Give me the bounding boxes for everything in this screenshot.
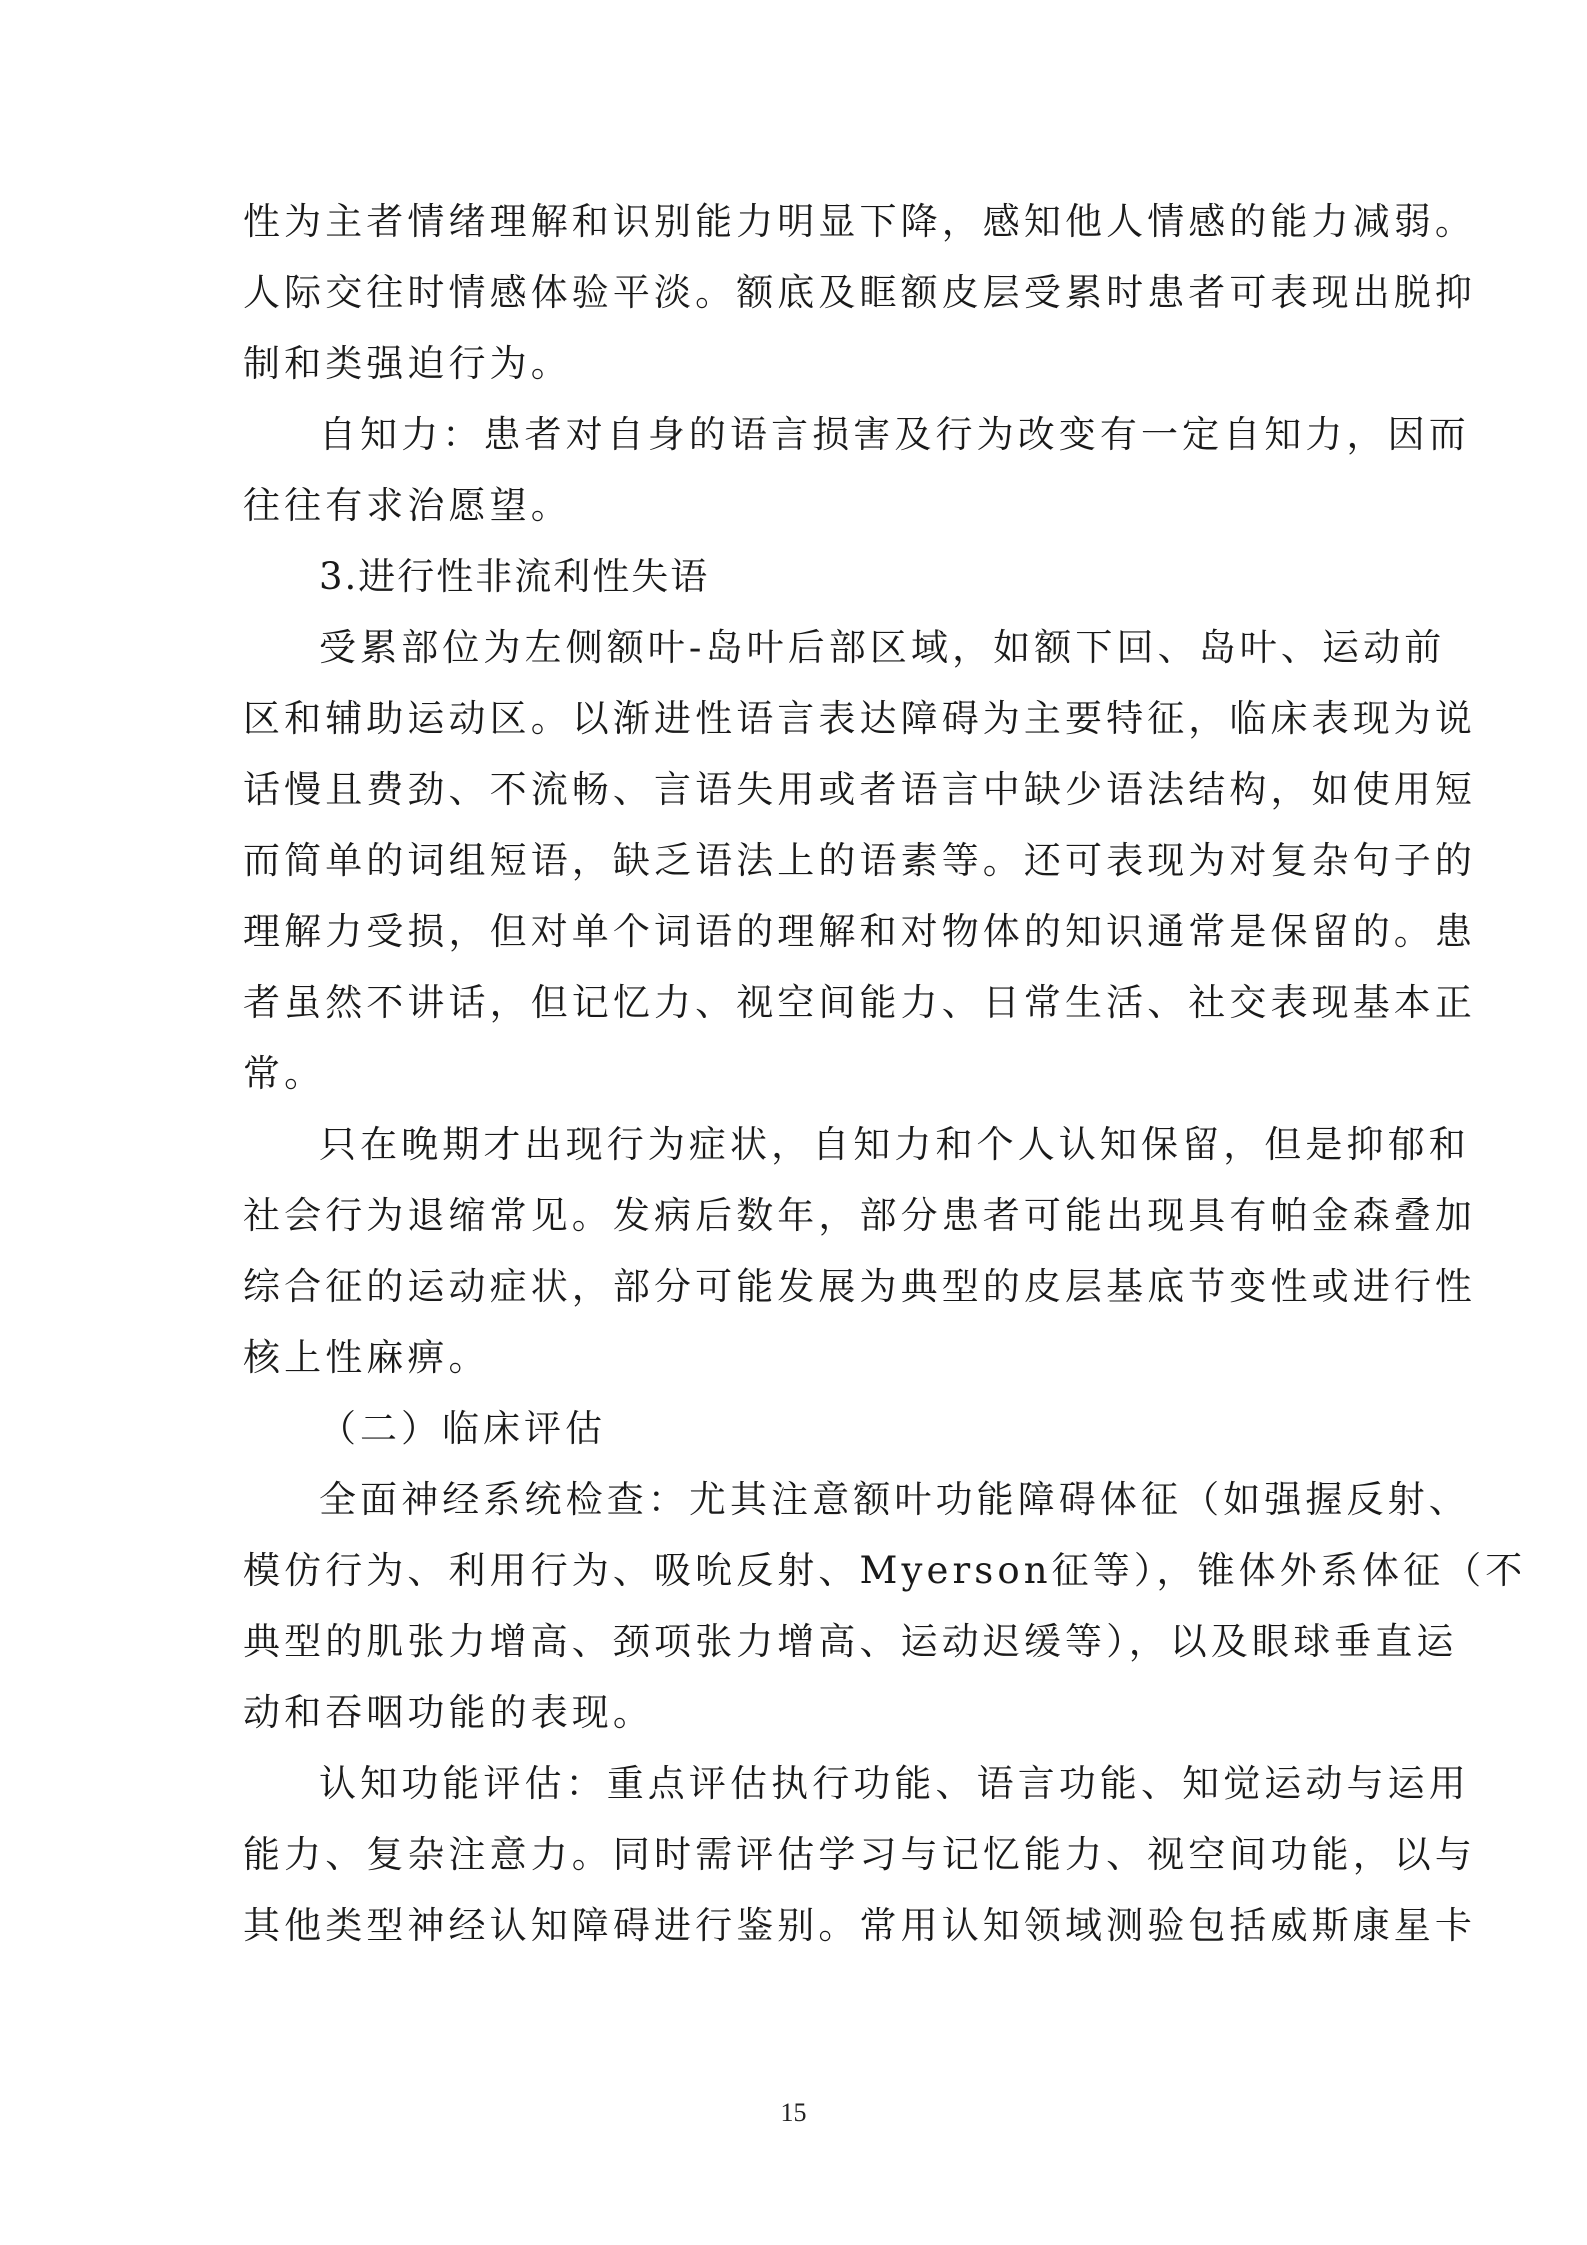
section-heading-clinical-assessment: （二）临床评估 — [319, 1407, 606, 1450]
text-line-7: 受累部位为左侧额叶-岛叶后部区域，如额下回、岛叶、运动前 — [319, 626, 1446, 669]
text-line-23: 认知功能评估：重点评估执行功能、语言功能、知觉运动与运用 — [319, 1762, 1470, 1805]
page-number: 15 — [780, 2098, 807, 2127]
text-line-3: 制和类强迫行为。 — [243, 342, 572, 385]
text-line-1: 性为主者情绪理解和识别能力明显下降，感知他人情感的能力减弱。 — [243, 200, 1476, 243]
text-line-12: 者虽然不讲话，但记忆力、视空间能力、日常生活、社交表现基本正 — [243, 981, 1476, 1024]
text-line-8: 区和辅助运动区。以渐进性语言表达障碍为主要特征，临床表现为说 — [243, 697, 1476, 740]
text-line-16: 综合征的运动症状，部分可能发展为典型的皮层基底节变性或进行性 — [243, 1265, 1476, 1308]
text-line-10: 而简单的词组短语，缺乏语法上的语素等。还可表现为对复杂句子的 — [243, 839, 1476, 882]
text-line-19: 全面神经系统检查：尤其注意额叶功能障碍体征（如强握反射、 — [319, 1478, 1470, 1521]
text-line-11: 理解力受损，但对单个词语的理解和对物体的知识通常是保留的。患 — [243, 910, 1476, 953]
text-line-24: 能力、复杂注意力。同时需评估学习与记忆能力、视空间功能，以与 — [243, 1833, 1476, 1876]
text-line-14: 只在晚期才出现行为症状，自知力和个人认知保留，但是抑郁和 — [319, 1123, 1470, 1166]
text-line-21: 典型的肌张力增高、颈项张力增高、运动迟缓等），以及眼球垂直运 — [243, 1620, 1458, 1663]
text-line-20: 模仿行为、利用行为、吸吮反射、Myerson征等），锥体外系体征（不 — [243, 1549, 1527, 1592]
text-line-4: 自知力：患者对自身的语言损害及行为改变有一定自知力，因而 — [319, 413, 1470, 456]
document-body — [243, 186, 1527, 1961]
text-line-22: 动和吞咽功能的表现。 — [243, 1691, 654, 1734]
text-line-25: 其他类型神经认知障碍进行鉴别。常用认知领域测验包括威斯康星卡 — [243, 1904, 1476, 1947]
text-line-2: 人际交往时情感体验平淡。额底及眶额皮层受累时患者可表现出脱抑 — [243, 271, 1476, 314]
text-line-5: 往往有求治愿望。 — [243, 484, 572, 527]
text-line-15: 社会行为退缩常见。发病后数年，部分患者可能出现具有帕金森叠加 — [243, 1194, 1476, 1237]
subheading-progressive-nonfluent-aphasia: 3.进行性非流利性失语 — [319, 555, 710, 598]
text-line-13: 常。 — [243, 1052, 326, 1095]
text-line-17: 核上性麻痹。 — [243, 1336, 490, 1379]
text-line-9: 话慢且费劲、不流畅、言语失用或者语言中缺少语法结构，如使用短 — [243, 768, 1476, 811]
